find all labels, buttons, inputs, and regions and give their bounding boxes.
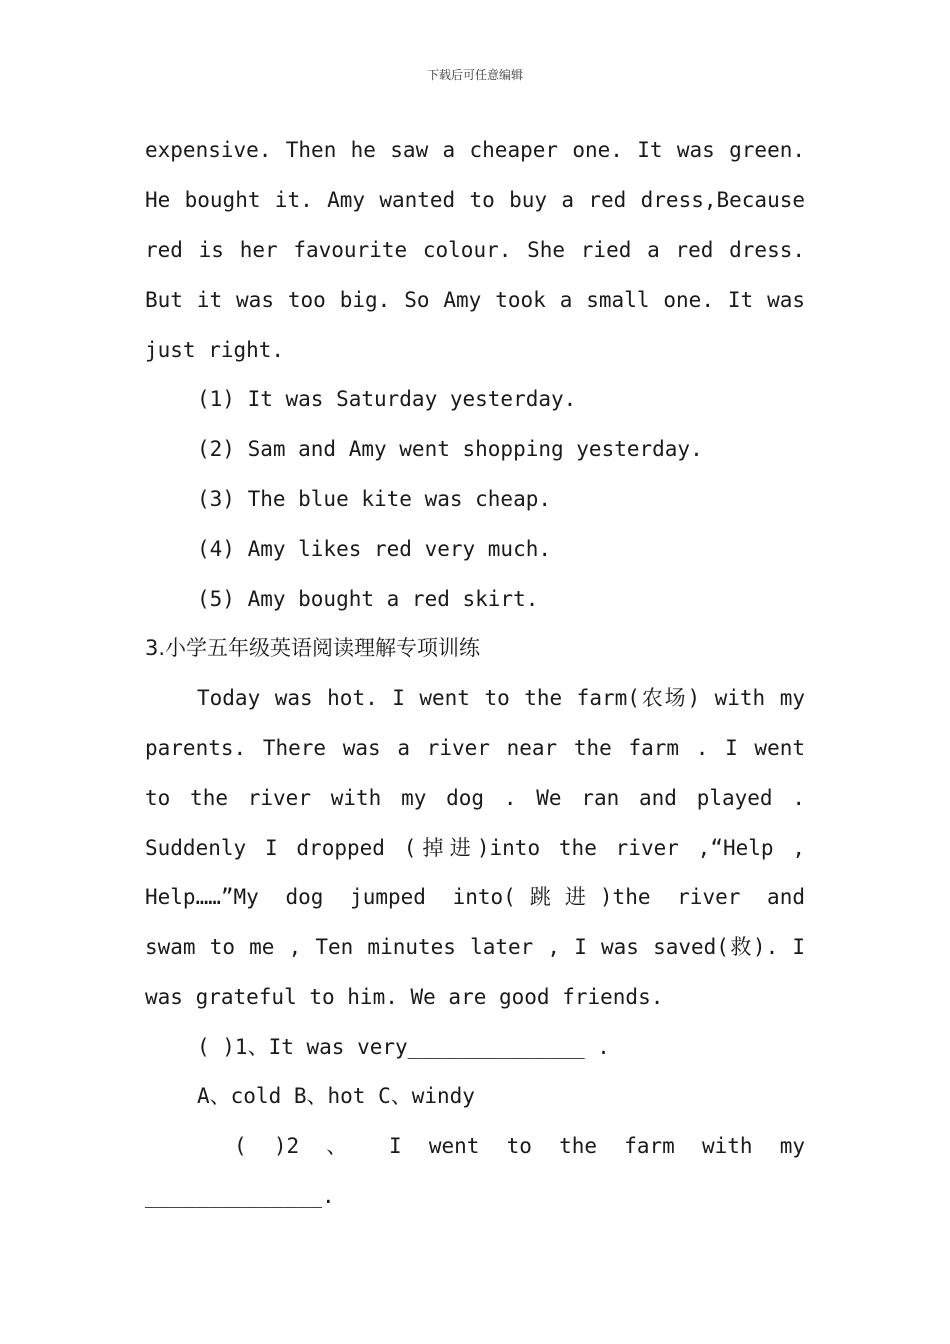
passage-line: swam to me , Ten minutes later , I was saved(救). I xyxy=(145,935,805,959)
passage-line: Help……”My dog jumped into(跳进)the river and xyxy=(145,885,805,909)
passage-line: Today was hot. I went to the farm(农场) with my xyxy=(197,686,805,710)
passage-line: But it was too big. So Amy took a small one. It was xyxy=(145,288,805,312)
statement-3: (3) The blue kite was cheap. xyxy=(197,487,552,511)
passage-line: to the river with my dog . We ran and played . xyxy=(145,786,805,810)
section-heading: 3.小学五年级英语阅读理解专项训练 xyxy=(145,636,481,660)
statement-4: (4) Amy likes red very much. xyxy=(197,537,552,561)
passage-line: parents. There was a river near the farm . I went xyxy=(145,736,805,760)
question-2: ( )2 、 I went to the farm with my xyxy=(234,1134,805,1158)
question-1-options: A、cold B、hot C、windy xyxy=(197,1084,475,1108)
page-header: 下载后可任意编辑 xyxy=(426,68,523,82)
question-1: ( )1、It was very______________ . xyxy=(197,1035,610,1059)
passage-line: He bought it. Amy wanted to buy a red dress,Because xyxy=(145,188,805,212)
statement-1: (1) It was Saturday yesterday. xyxy=(197,387,577,411)
passage-line: expensive. Then he saw a cheaper one. It was green. xyxy=(145,138,805,162)
passage-line: Suddenly I dropped (掉进)into the river ,“Help , xyxy=(145,836,805,860)
statement-5: (5) Amy bought a red skirt. xyxy=(197,587,539,611)
question-2-blank: ______________. xyxy=(145,1184,335,1208)
passage-line: just right. xyxy=(145,338,285,362)
passage-line: was grateful to him. We are good friends. xyxy=(145,985,664,1009)
statement-2: (2) Sam and Amy went shopping yesterday. xyxy=(197,437,703,461)
passage-line: red is her favourite colour. She ried a red dress. xyxy=(145,238,805,262)
